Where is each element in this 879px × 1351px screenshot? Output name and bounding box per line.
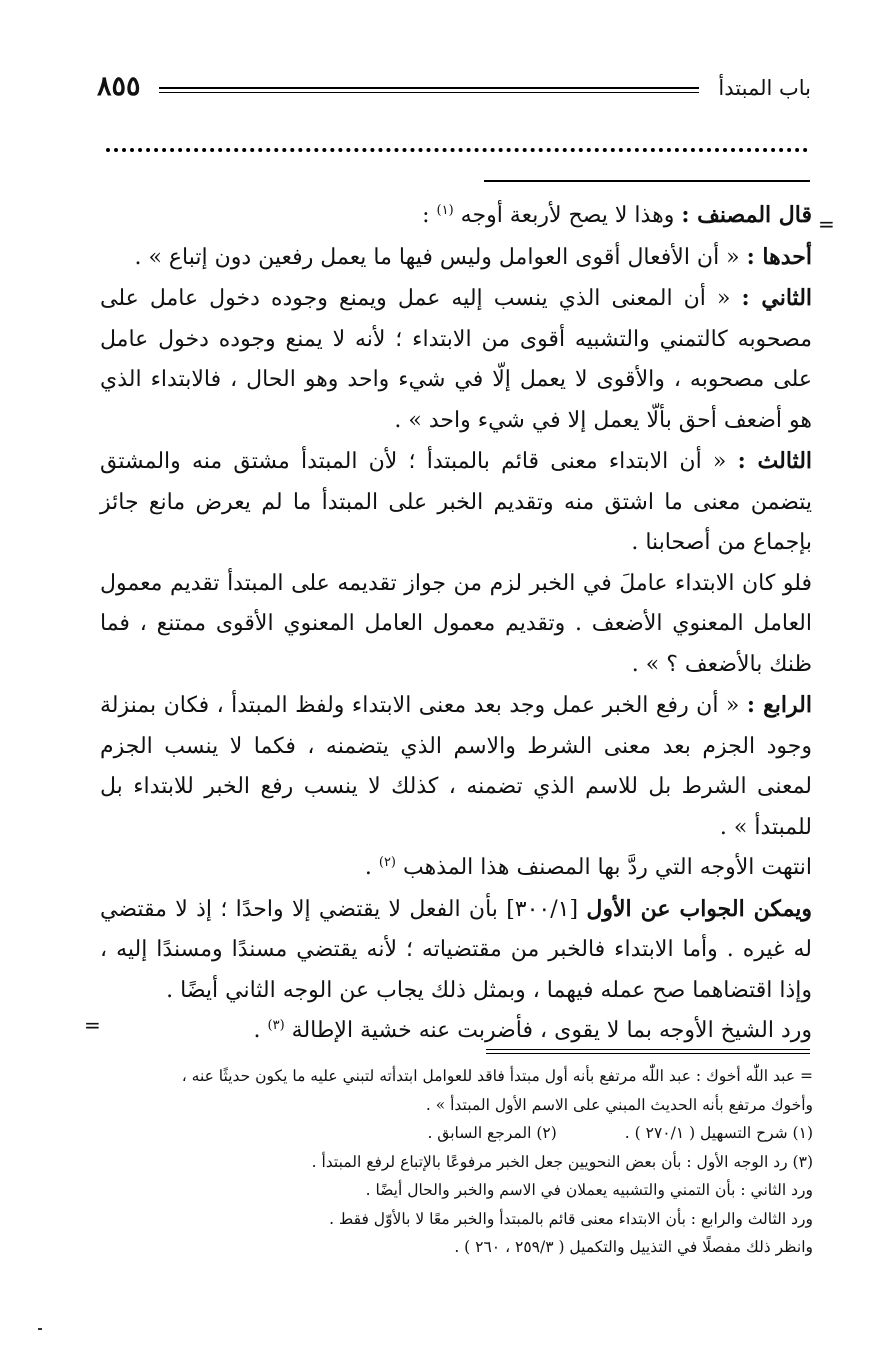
footnote-ref: (٢) <box>378 855 396 870</box>
paragraph: قال المصنف : وهذا لا يصح لأربعة أوجه $^{(١)}$ : <box>422 202 812 228</box>
footnote-line: ورد الثاني : بأن التمني والتشبيه يعملان في الاسم والخبر والحال أيضًا . <box>365 1181 813 1199</box>
footnote-1: (١) شرح التسهيل ( ٢٧٠/١ ) . <box>624 1124 813 1142</box>
paragraph: ورد الشيخ الأوجه بما لا يقوى ، فأضربت عنه خشية الإطالة $^{(٣)}$ . <box>253 1018 812 1043</box>
footnote-line: = عبد اللّٰه أخوك : عبد اللّٰه مرتفع بأنه أول مبتدأ فاقد للعوامل ابتدأته لتبني عليه ما يكون حديثًا عنه ، <box>181 1067 813 1085</box>
paragraph-label: الثالث : <box>737 448 813 474</box>
paragraph: ويمكن الجواب عن الأول [٣٠٠/١] بأن الفعل لا يقتضي إلا واحدًا ؛ إذ لا مقتضي له غيره . وأما الابتداء فالخبر من مقتضياته ؛ لأنه يقتضي مسندًا ومسندًا إليه ، وإذا اقتضاهما صح عمله فيهما ، وبمثل ذلك يجاب عن الوجه الثاني أيضًا . <box>100 895 813 1003</box>
footnote-pair <box>96 1119 813 1148</box>
paragraph-label: الثاني : <box>741 285 813 311</box>
paragraph-label: الرابع : <box>746 692 812 718</box>
top-short-rule <box>484 180 810 182</box>
footnote-3: (٣) رد الوجه الأول : بأن بعض النحويين جعل الخبر مرفوعًا بالإتباع لرفع المبتدأ . <box>311 1152 813 1171</box>
paragraph: الرابع : « أن رفع الخبر عمل وجد بعد معنى الابتداء ولفظ المبتدأ ، فكان بمنزلة وجود الجزم بعد معنى الشرط والاسم الذي يتضمنه ، فكما لا ينسب الجزم لمعنى الشرط بل للاسم الذي تضمنه ، كذلك لا ينسب رفع الخبر للابتداء بل للمبتدأ » . <box>100 692 812 840</box>
footnote-line: ورد الثالث والرابع : بأن الابتداء معنى قائم بالمبتدأ والخبر معًا لا بالأوّل فقط . <box>329 1209 813 1228</box>
continuation-mark: = <box>84 1013 101 1037</box>
page-header <box>97 70 811 106</box>
paragraph: أحدها : « أن الأفعال أقوى العوامل وليس فيها ما يعمل رفعين دون إتباع » . <box>134 243 812 270</box>
paragraph: فلو كان الابتداء عاملَ في الخبر لزم من جواز تقديمه على المبتدأ تقديم معمول العامل المعنوي الأضعف . وتقديم معمول العامل المعنوي الأقوى ممتنع ، فما ظنك بالأضعف ؟ » . <box>100 570 813 677</box>
paragraph: انتهت الأوجه التي ردَّ بها المصنف هذا المذهب $^{(٢)}$ . <box>364 855 812 880</box>
footnote-line: وانظر ذلك مفصلًا في التذييل والتكميل ( ٢٥٩/٣ ، ٢٦٠ ) . <box>454 1238 813 1256</box>
paragraph: الثاني : « أن المعنى الذي ينسب إليه عمل ويمنع وجوده دخول عامل على مصحوبه كالتمني والتشبيه أقوى من الابتداء ؛ لأنه لا يمنع وجوده دخول عامل على مصحوبه ، والأقوى لا يعمل إلّا في شيء واحد وهو الحال ، فالابتداء الذي هو أضعف أحق بألّا يعمل إلا في شيء واحد » . <box>100 285 813 433</box>
paragraph-label: قال المصنف : <box>681 202 812 228</box>
footnote-2: (٢) المرجع السابق . <box>427 1124 557 1142</box>
main-text <box>100 195 812 1052</box>
paragraph-label: أحدها : <box>746 243 812 270</box>
footnote-ref: (١) <box>436 203 454 218</box>
footnote-line: وأخوك مرتفع بأنه الحديث المبني على الاسم الأول المبتدأ » . <box>425 1095 813 1114</box>
paragraph: الثالث : « أن الابتداء معنى قائم بالمبتدأ ؛ لأن المبتدأ مشتق منه والمشتق يتضمن معنى ما اشتق منه وتقديم الخبر على المبتدأ ما لم يعرض مانع جائز بإجماع من أصحابنا . <box>100 448 813 555</box>
footnotes <box>96 1062 813 1262</box>
header-rule <box>159 87 699 93</box>
chapter-title: باب المبتدأ <box>718 76 811 100</box>
dotted-separator <box>106 148 808 152</box>
continuation-mark: = <box>818 212 835 236</box>
footnote-rule <box>486 1049 810 1054</box>
footnote-ref: (٣) <box>267 1018 285 1033</box>
page-number: ٨٥٥ <box>97 71 141 102</box>
scan-speck <box>38 1328 42 1330</box>
paragraph-label: ويمكن الجواب عن الأول <box>586 895 813 922</box>
